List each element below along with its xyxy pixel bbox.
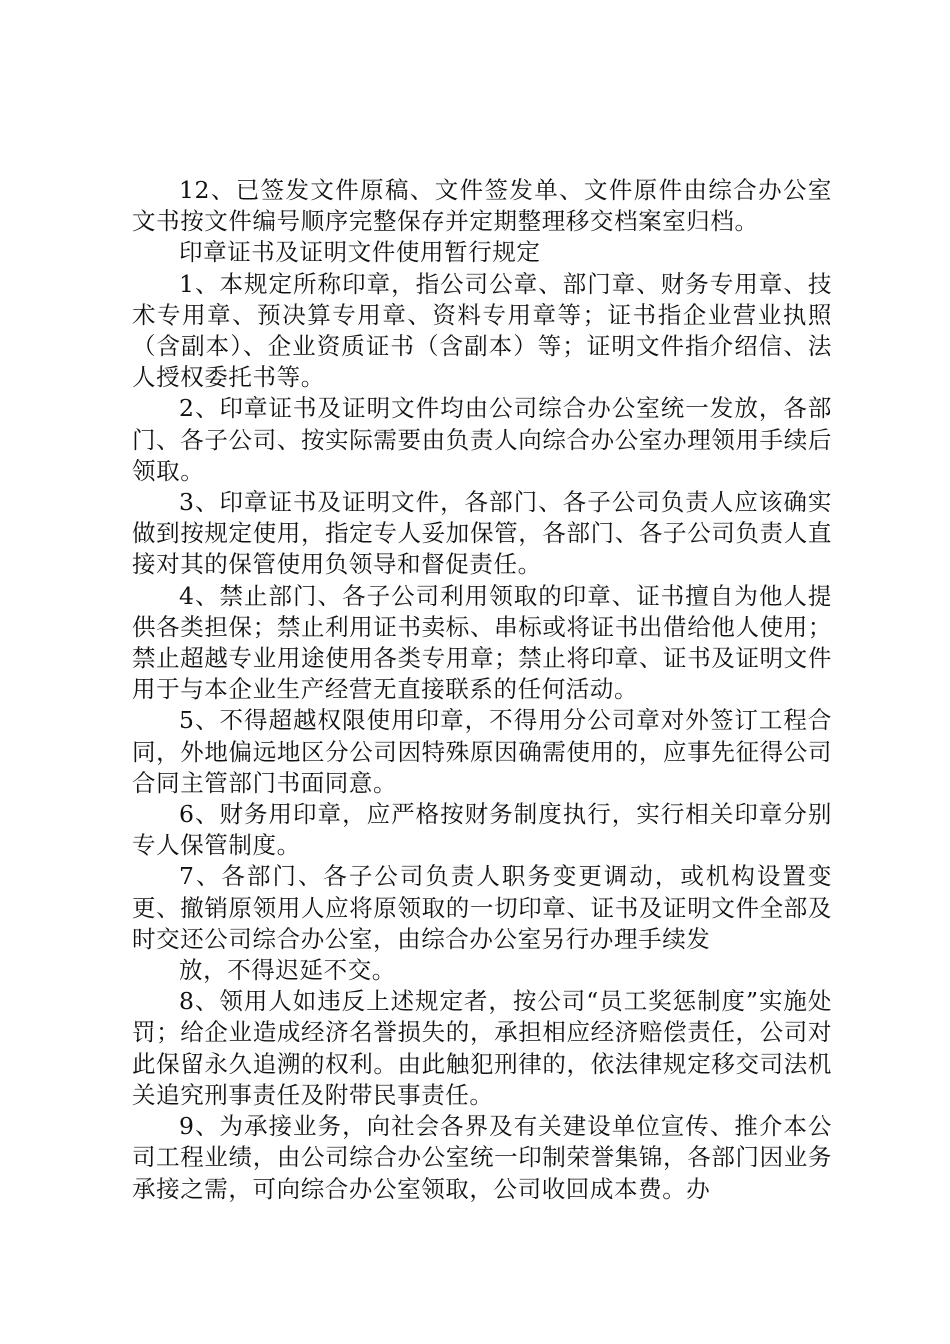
paragraph-6: 6、财务用印章，应严格按财务制度执行，实行相关印章分别专人保管制度。	[132, 800, 832, 860]
paragraph-12: 12、已签发文件原稿、文件签发单、文件原件由综合办公室文书按文件编号顺序完整保存并定期整理移交档案室归档。	[132, 176, 832, 236]
paragraph-7: 7、各部门、各子公司负责人职务变更调动，或机构设置变更、撤销原领用人应将原领取的一切印章、证书及证明文件全部及时交还公司综合办公室，由综合办公室另行办理手续发	[132, 862, 832, 953]
paragraph-2: 2、印章证书及证明文件均由公司综合办公室统一发放，各部门、各子公司、按实际需要由负责人向综合办公室办理领用手续后领取。	[132, 394, 832, 485]
paragraph-4: 4、禁止部门、各子公司利用领取的印章、证书擅自为他人提供各类担保；禁止利用证书卖标、串标或将证书出借给他人使用；禁止超越专业用途使用各类专用章；禁止将印章、证书及证明文件用于与本企业生产经营无直接联系的任何活动。	[132, 581, 832, 704]
paragraph-5: 5、不得超越权限使用印章，不得用分公司章对外签订工程合同，外地偏远地区分公司因特殊原因确需使用的，应事先征得公司合同主管部门书面同意。	[132, 706, 832, 797]
section-title: 印章证书及证明文件使用暂行规定	[179, 238, 541, 267]
paragraph-8: 8、领用人如违反上述规定者，按公司“员工奖惩制度”实施处罚；给企业造成经济名誉损失的，承担相应经济赔偿责任，公司对此保留永久追溯的权利。由此触犯刑律的，依法律规定移交司法机关追究刑事责任及附带民事责任。	[132, 987, 832, 1109]
paragraph-3: 3、印章证书及证明文件，各部门、各子公司负责人应该确实做到按规定使用，指定专人妥加保管，各部门、各子公司负责人直接对其的保管使用负领导和督促责任。	[132, 488, 832, 579]
paragraph-7-continued: 放，不得迟延不交。	[179, 956, 396, 985]
document-body	[132, 175, 832, 1205]
paragraph-9: 9、为承接业务，向社会各界及有关建设单位宣传、推介本公司工程业绩，由公司综合办公室统一印制荣誉集锦，各部门因业务承接之需，可向综合办公室领取，公司收回成本费。办	[132, 1112, 832, 1203]
paragraph-1: 1、本规定所称印章，指公司公章、部门章、财务专用章、技术专用章、预决算专用章、资料专用章等；证书指企业营业执照（含副本）、企业资质证书（含副本）等；证明文件指介绍信、法人授权委托书等。	[132, 269, 832, 392]
